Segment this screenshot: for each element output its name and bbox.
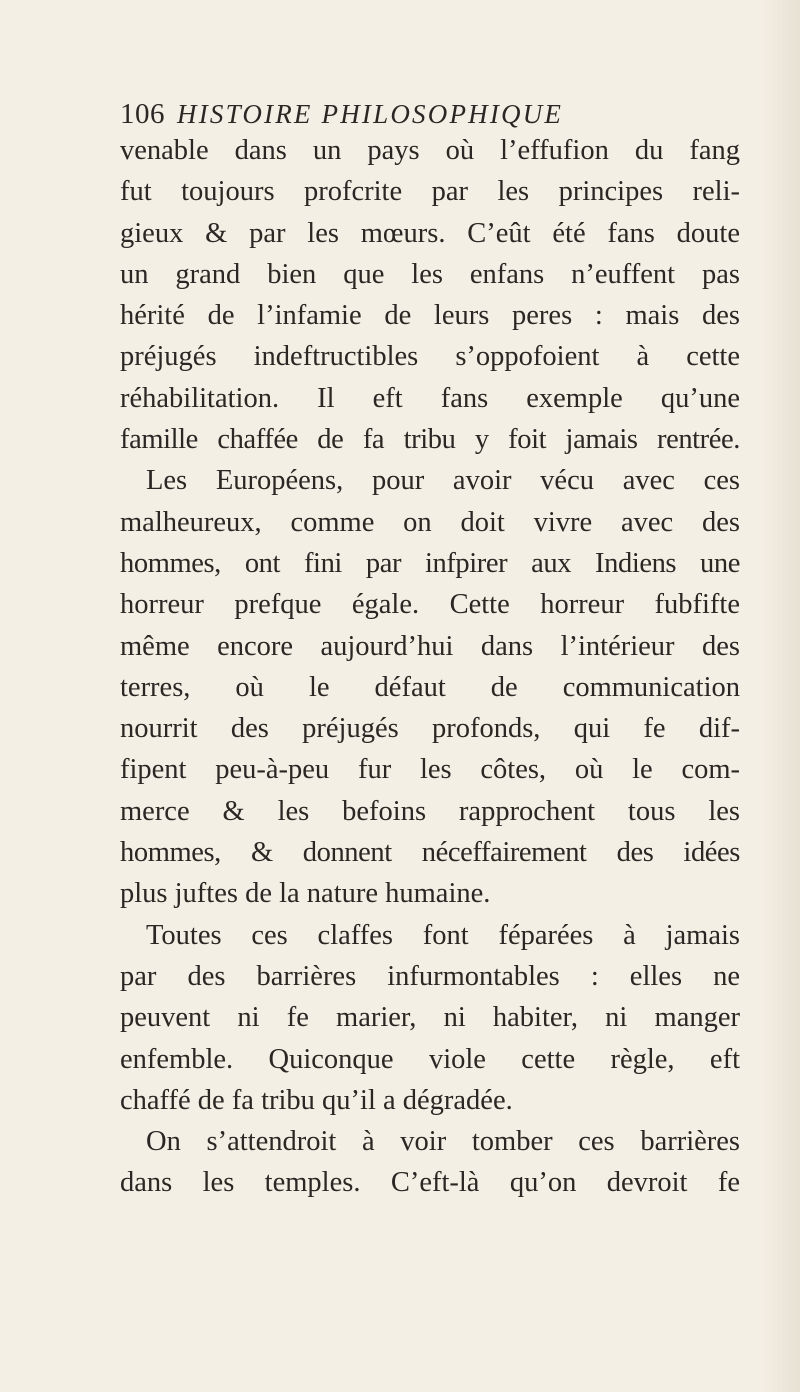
page-number: 106 <box>120 98 165 130</box>
text-line: même encore aujourd’hui dans l’intérieur des <box>120 630 740 662</box>
body-text <box>120 130 740 1204</box>
text-line: plus juftes de la nature humaine. <box>120 878 491 910</box>
text-line: merce & les befoins rapprochent tous les <box>120 795 740 827</box>
text-line: chaffé de fa tribu qu’il a dégradée. <box>120 1084 513 1116</box>
text-line: peuvent ni fe marier, ni habiter, ni manger <box>120 1002 740 1034</box>
text-line: Les Européens, pour avoir vécu avec ces <box>146 465 740 497</box>
text-line: venable dans un pays où l’effufion du fang <box>120 135 740 166</box>
text-line: horreur prefque égale. Cette horreur fubfifte <box>120 589 740 621</box>
text-line: préjugés indeftructibles s’oppofoient à cette <box>120 341 740 373</box>
text-line: terres, où le défaut de communication <box>120 671 740 703</box>
text-line: par des barrières infurmontables : elles ne <box>120 960 740 992</box>
page-header <box>120 98 740 134</box>
text-line: dans les temples. C’eft-là qu’on devroit fe <box>120 1167 740 1199</box>
text-line: hommes, ont fini par infpirer aux Indiens une <box>120 547 740 579</box>
text-line: un grand bien que les enfans n’euffent pas <box>120 258 740 290</box>
text-line: malheureux, comme on doit vivre avec des <box>120 506 740 538</box>
text-line: fut toujours profcrite par les principes reli- <box>120 176 740 208</box>
text-line: enfemble. Quiconque viole cette règle, eft <box>120 1043 740 1075</box>
text-line: hérité de l’infamie de leurs peres : mais des <box>120 300 740 332</box>
text-line: Toutes ces claffes font féparées à jamais <box>146 919 740 951</box>
running-title: HISTOIRE PHILOSOPHIQUE <box>177 99 564 129</box>
text-line: fipent peu-à-peu fur les côtes, où le com- <box>120 754 740 786</box>
text-line: famille chaffée de fa tribu y foit jamais rentrée. <box>120 424 740 456</box>
text-line: réhabilitation. Il eft fans exemple qu’une <box>120 382 740 414</box>
text-line: nourrit des préjugés profonds, qui fe dif- <box>120 713 740 745</box>
text-line: On s’attendroit à voir tomber ces barrières <box>146 1126 740 1158</box>
text-line: hommes, & donnent néceffairement des idées <box>120 837 740 869</box>
text-line: gieux & par les mœurs. C’eût été fans doute <box>120 217 740 249</box>
